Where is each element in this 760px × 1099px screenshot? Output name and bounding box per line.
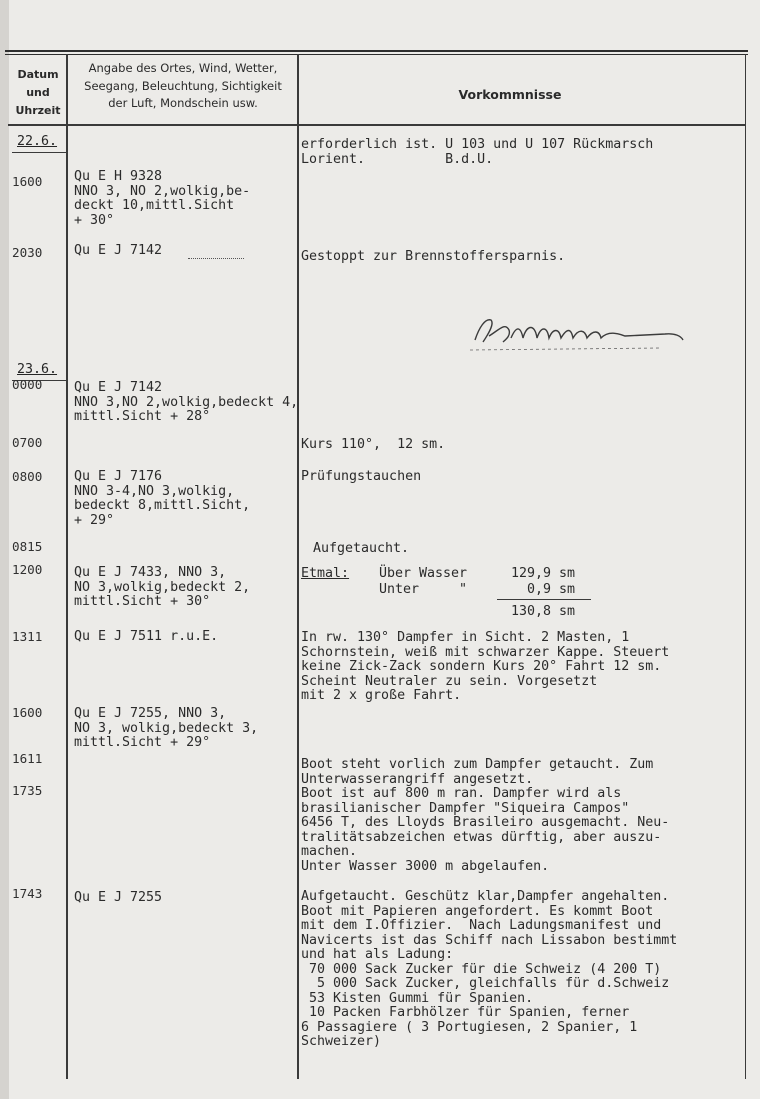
event-text: In rw. 130° Dampfer in Sicht. 2 Masten, 1 Schornstein, weiß mit schwarzer Kappe. Steuert keine Zick-Zack sondern Kurs 20° Fahrt 12 sm. Scheint Neutraler zu sein. Vorgesetzt mit 2 x große Fahrt.	[301, 630, 670, 703]
location-text: Qu E J 7433, NNO 3, NO 3,wolkig,bedeckt 2, mittl.Sicht + 30°	[74, 565, 251, 609]
location-text: Qu E J 7176 NNO 3-4,NO 3,wolkig, bedeckt 8,mittl.Sicht, + 29°	[74, 469, 251, 528]
header-location: Angabe des Ortes, Wind, Wetter, Seegang, Beleuchtung, Sichtigkeit der Luft, Mondschein usw.	[84, 61, 282, 110]
entry-time: 1311	[12, 629, 43, 644]
header-rule	[8, 124, 745, 126]
entry-time: 1600	[12, 174, 43, 189]
event-text: Prüfungstauchen	[301, 469, 422, 484]
header-events: Vorkommnisse	[458, 87, 562, 102]
commander-signature-scribble	[465, 300, 695, 360]
header-datetime: Datum und Uhrzeit	[15, 68, 61, 117]
etmal-sum-rule	[497, 599, 591, 600]
etmal-label: Etmal:	[301, 566, 350, 581]
event-text: Kurs 110°, 12 sm.	[301, 437, 446, 452]
date-rule-1	[12, 152, 66, 153]
entry-time: 0000	[12, 377, 43, 392]
event-text: Boot ist auf 800 m ran. Dampfer wird als brasilianischer Dampfer "Siqueira Campos" 6456 T, des Lloyds Brasileiro ausgemacht. Neu- tralitätsabzeichen etwas dürftig, aber auszu- machen. Unter Wasser 3000 m abgelaufen.	[301, 786, 670, 874]
column-divider-1	[66, 54, 68, 1079]
entry-time: 1735	[12, 783, 43, 798]
location-text: Qu E H 9328 NNO 3, NO 2,wolkig,be- deckt 10,mittl.Sicht + 30°	[74, 169, 251, 228]
etmal-total: 130,8 sm	[511, 604, 576, 619]
entry-time: 2030	[12, 245, 43, 260]
event-text: Aufgetaucht. Geschütz klar,Dampfer angehalten. Boot mit Papieren angefordert. Es kommt Boot mit dem I.Offizier. Nach Ladungsmanifest und Navicerts ist das Schiff nach Lissabon bestimmt und hat als Ladung: 70 000 Sack Zucker für die Schweiz (4 200 T) 5 000 Sack Zucker, gleichfalls für d.Schweiz 53 Kisten Gummi für Spanien. 10 Packen Farbhölzer für Spanien, ferner 6 Passagiere ( 3 Portugiesen, 2 Spanier, 1 Schweizer)	[301, 889, 678, 1049]
location-text: Qu E J 7255, NNO 3, NO 3, wolkig,bedeckt 3, mittl.Sicht + 29°	[74, 706, 259, 750]
event-text: Aufgetaucht.	[313, 541, 410, 556]
event-text: Gestoppt zur Brennstoffersparnis.	[301, 249, 566, 264]
entry-time: 0700	[12, 435, 43, 450]
location-text: Qu E J 7511 r.u.E.	[74, 629, 219, 644]
entry-time: 0800	[12, 469, 43, 484]
location-text: Qu E J 7142 NNO 3,NO 2,wolkig,bedeckt 4, mittl.Sicht + 28°	[74, 380, 299, 424]
entry-time: 1200	[12, 562, 43, 577]
event-text: erforderlich ist. U 103 und U 107 Rückmarsch Lorient. B.d.U.	[301, 137, 654, 167]
etmal-row2-value: 0,9 sm	[527, 582, 576, 597]
page-edge	[0, 0, 9, 1099]
etmal-row2-label: Unter "	[379, 582, 468, 597]
entry-time: 1743	[12, 886, 43, 901]
location-text: Qu E J 7255	[74, 890, 163, 905]
etmal-block	[301, 563, 601, 623]
entry-time: 1600	[12, 705, 43, 720]
event-text: Boot steht vorlich zum Dampfer getaucht. Zum Unterwasserangriff angesetzt.	[301, 757, 654, 787]
top-rule-2	[5, 54, 748, 55]
etmal-row1-label: Über Wasser	[379, 566, 468, 581]
top-rule	[5, 50, 748, 52]
location-text: Qu E J 7142	[74, 243, 163, 258]
entry-time: 0815	[12, 539, 43, 554]
etmal-row1-value: 129,9 sm	[511, 566, 576, 581]
entry-time: 1611	[12, 751, 43, 766]
date-23-6: 23.6.	[17, 362, 58, 377]
dotted-leader	[188, 258, 244, 259]
date-22-6: 22.6.	[17, 134, 58, 149]
